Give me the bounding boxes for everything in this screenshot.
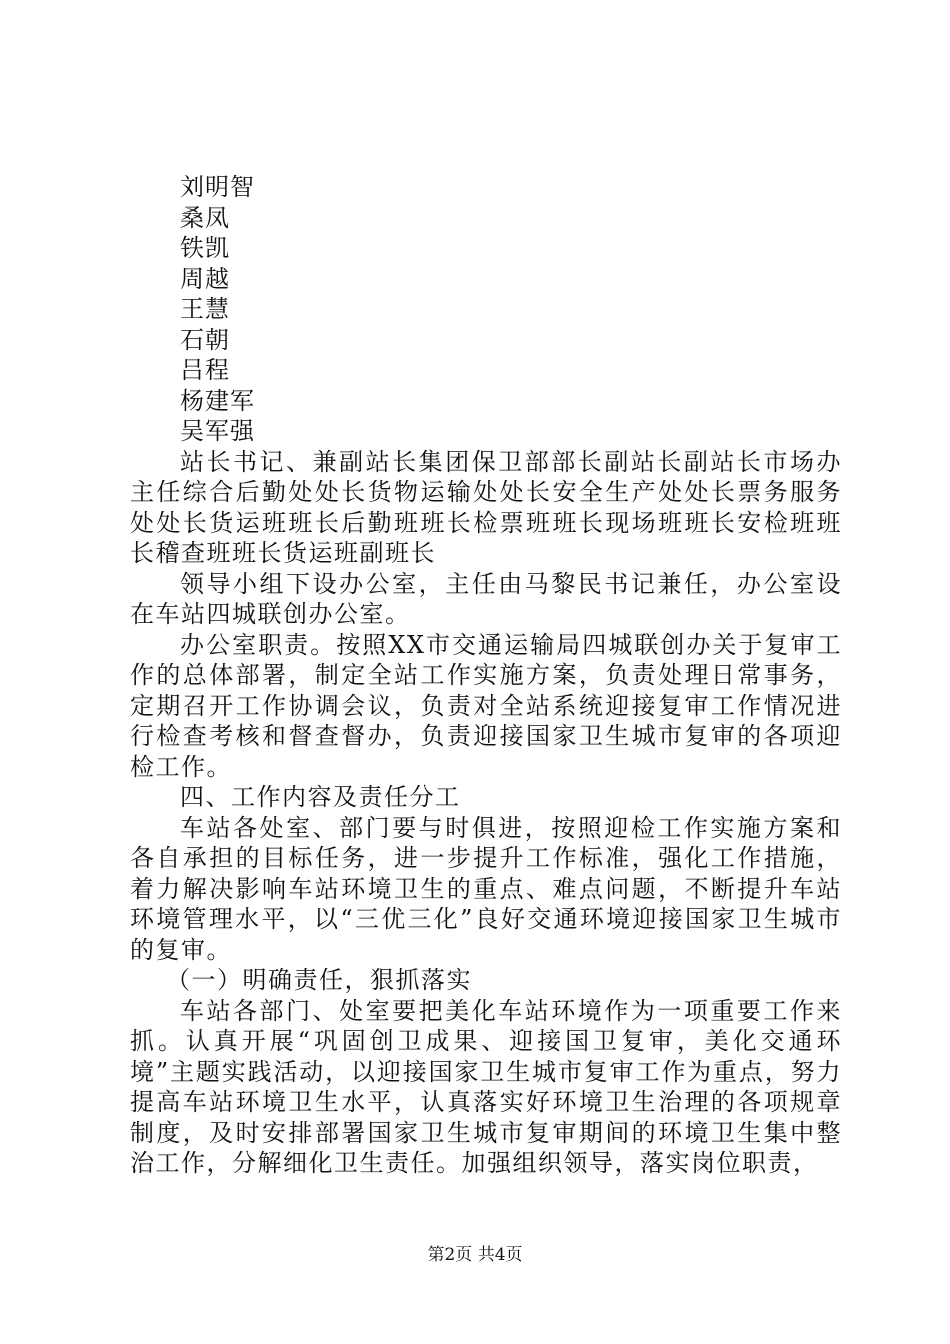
member-name: 桑凤 [180, 203, 230, 232]
member-name: 杨建军 [180, 386, 255, 415]
page-number-label: 第2页 共4页 [427, 1245, 523, 1265]
office-setup-paragraph: 领导小组下设办公室，主任由马黎民书记兼任，办公室设在车站四城联创办公室。 [130, 569, 842, 628]
member-name-list [130, 172, 842, 447]
member-name: 周越 [180, 264, 230, 293]
office-duties-paragraph: 办公室职责。按照XX市交通运输局四城联创办关于复审工作的总体部署，制定全站工作实施方案，负责处理日常事务，定期召开工作协调会议，负责对全站系统迎接复审工作情况进行检查考核和督查督办，负责迎接国家卫生城市复审的各项迎检工作。 [130, 630, 842, 781]
section-body-paragraph: 车站各处室、部门要与时俱进，按照迎检工作实施方案和各自承担的目标任务，进一步提升工作标准，强化工作措施，着力解决影响车站环境卫生的重点、难点问题，不断提升车站环境管理水平，以“三优三化”良好交通环境迎接国家卫生城市的复审。 [130, 813, 842, 964]
member-name: 吴军强 [180, 417, 255, 445]
member-name: 王慧 [180, 295, 230, 323]
document-body [130, 172, 842, 1179]
page-footer [0, 1244, 950, 1266]
section-heading: 四、工作内容及责任分工 [180, 783, 461, 811]
member-name: 石朝 [180, 325, 230, 354]
member-name: 铁凯 [180, 234, 230, 262]
member-name: 刘明智 [180, 173, 255, 201]
member-name: 吕程 [180, 356, 230, 384]
position-titles-paragraph: 站长书记、兼副站长集团保卫部部长副站长副站长市场办主任综合后勤处处长货物运输处处长安全生产处处长票务服务处处长货运班班长后勤班班长检票班班长现场班班长安检班班长稽查班班长货运班副班长 [130, 447, 842, 567]
subsection-body-paragraph: 车站各部门、处室要把美化车站环境作为一项重要工作来抓。认真开展“巩固创卫成果、迎接国卫复审，美化交通环境”主题实践活动，以迎接国家卫生城市复审工作为重点，努力提高车站环境卫生水平，认真落实好环境卫生治理的各项规章制度，及时安排部署国家卫生城市复审期间的环境卫生集中整治工作，分解细化卫生责任。加强组织领导，落实岗位职责， [130, 996, 842, 1177]
subsection-heading: （一）明确责任，狠抓落实 [166, 966, 472, 994]
